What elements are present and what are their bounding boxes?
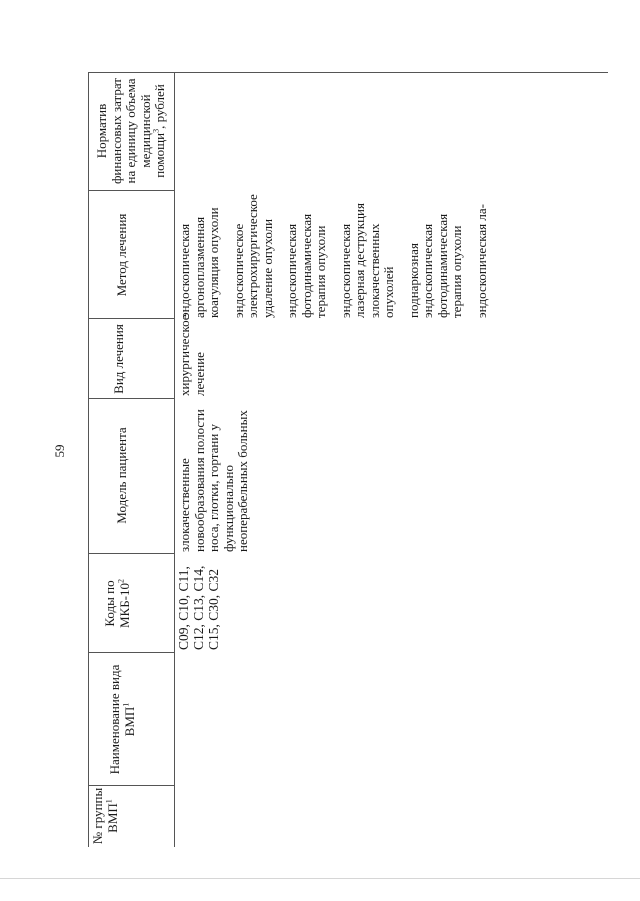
method-item: эндоскопическое электрохирургическое удаление опухоли [230,194,275,318]
col-divider-5 [88,652,174,653]
col-divider-3 [88,398,174,399]
header-treatment-method: Метод лечения [114,213,129,297]
header-patient-model: Модель пациента [114,427,129,524]
cell-treatment-type: хирургическое лечение [177,314,207,396]
col-divider-1 [88,190,174,191]
page-number: 59 [52,444,67,458]
method-item: эндоскопическая фотодинамическая терапия опухоли [284,213,328,318]
cell-mkb-codes: C09, C10, C11, C12, C13, C14, C15, C30, C32 [176,565,221,650]
table-border-left [88,72,89,847]
method-item: поднаркозная эндоскопическая фотодинамическая терапия опухоли [405,213,464,318]
header-group-no: № группы ВМП$^1$ [90,787,120,845]
col-divider-2 [88,318,174,319]
header-vmp-name: Наименование вида ВМП$^1$ [107,664,137,775]
method-item: эндоскопическая ла- [473,204,489,318]
header-financing-norm: Норматив финансовых затрат на единицу объема медицинской помощи$^3$, рублей [94,78,167,184]
header-row-divider [174,72,175,847]
method-item: эндоскопическая лазерная деструкция злокачественных опухолей [337,203,396,318]
header-mkb-codes: Коды по МКБ-$10^2$ [102,578,132,629]
table-border-top [88,72,608,73]
cell-treatment-methods [178,186,499,318]
col-divider-6 [88,785,174,786]
header-treatment-type: Вид лечения [111,324,126,394]
scan-artifact-line [0,878,640,879]
method-item: эндоскопическая аргоноплазменная коагуляция опухоли [177,207,221,318]
col-divider-4 [88,553,174,554]
cell-patient-model: злокачественные новообразования полости носа, глотки, гортани у функционально неоперабельных больных [177,409,250,552]
